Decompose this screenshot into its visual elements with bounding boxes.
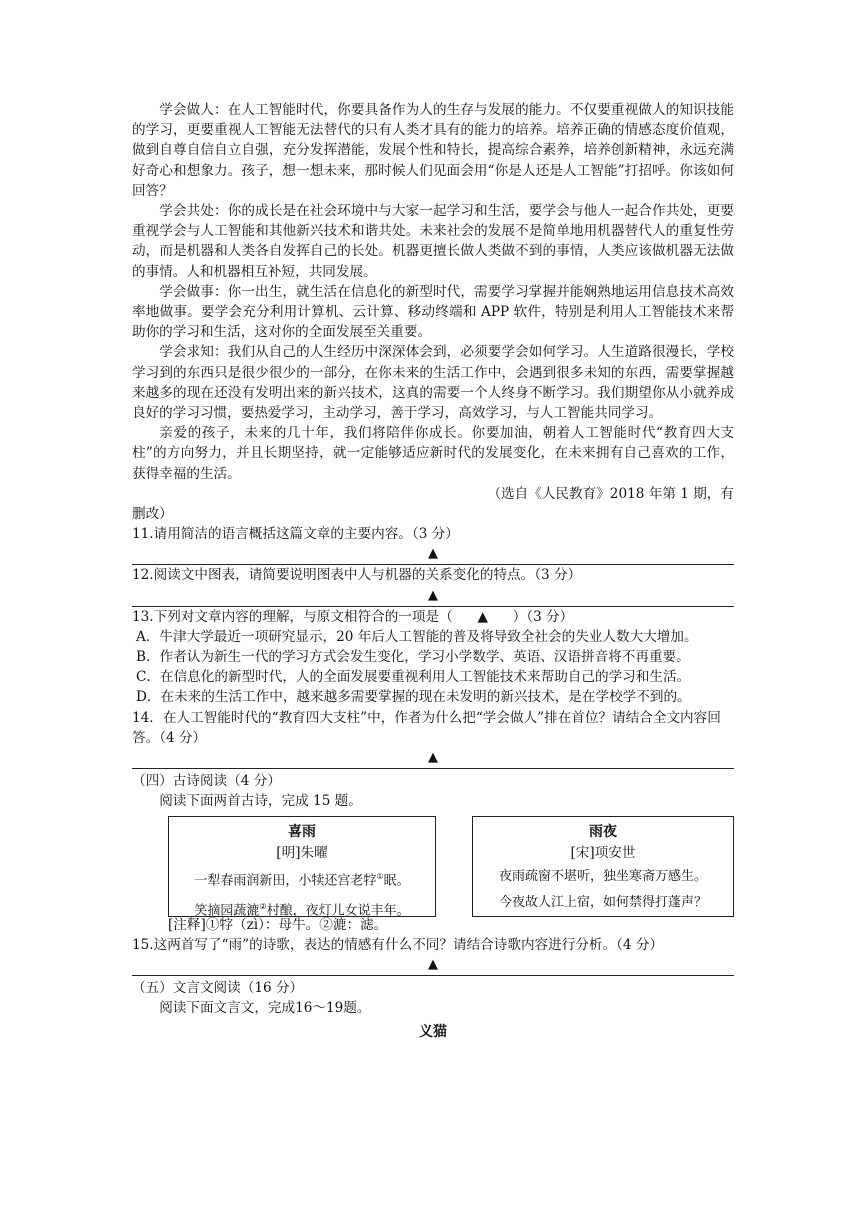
answer-line-15[interactable] [132, 955, 734, 976]
poem-2-line-2: 今夜故人江上宿，如何禁得打蓬声？ [498, 894, 707, 910]
section-5-heading: （五）文言文阅读（16 分） [132, 979, 304, 996]
answer-blank-13[interactable]: ▲ [477, 608, 488, 625]
document-page [132, 100, 734, 1044]
answer-marker: ▲ [428, 750, 438, 766]
poem-boxes [132, 816, 734, 917]
article-paragraph-5: 亲爱的孩子，未来的几十年，我们将陪伴你成长。你要加油，朝着人工智能时代“教育四大支柱”的方向努力，并且长期坚持，就一定能够适应新时代的发展变化，在未来拥有自己喜欢的工作，获得幸福的生活。 [132, 425, 734, 482]
answer-marker: ▲ [428, 546, 438, 562]
poem-2-author: [宋]项安世 [570, 844, 636, 861]
option-a: A．牛津大学最近一项研究显示，20 年后人工智能的普及将导致全社会的失业人数大大增加。 [136, 628, 698, 645]
poem-2-title: 雨夜 [589, 823, 617, 840]
question-12: 12.阅读文中图表，请简要说明图表中人与机器的关系变化的特点。（3 分） [132, 567, 582, 584]
section-4-heading: （四）古诗阅读（4 分） [132, 773, 281, 790]
poem-1-line-2: 笑摘园蔬漉②村酿，夜灯儿女说丰年。 [194, 901, 410, 919]
answer-marker: ▲ [428, 956, 438, 972]
question-13-score: ）（3 分） [512, 608, 574, 625]
article-source-cont: 删改） [132, 506, 173, 523]
poem-box-xiyu [168, 816, 436, 917]
article-paragraph-3: 学会做事：你一出生，就生活在信息化的新型时代，需要学习掌握并能娴熟地运用信息技术高效率地做事。要学会充分利用计算机、云计算、移动终端和 APP 软件，特别是利用人工智能技术来帮助你的学习和生活，这对你的全面发展至关重要。 [132, 283, 734, 341]
answer-line-14[interactable] [132, 748, 734, 769]
answer-line-12[interactable] [132, 586, 734, 607]
article-paragraph-1: 学会做人：在人工智能时代，你要具备作为人的生存与发展的能力。不仅要重视做人的知识技能的学习，更要重视人工智能无法替代的只有人类才具有的能力的培养。培养正确的情感态度价值观，做到自尊自信自立自强，充分发挥潜能，发展个性和特长，提高综合素养，培养创新精神，永远充满好奇心和想象力。孩子，想一想未来，那时候人们见面会用“你是人还是人工智能”打招呼。你该如何回答？ [132, 102, 734, 199]
answer-line-11[interactable] [132, 544, 734, 565]
question-13-stem: 13.下列对文章内容的理解，与原文相符合的一项是（ [132, 608, 453, 625]
answer-marker: ▲ [428, 587, 438, 603]
question-14: 14．在人工智能时代的“教育四大支柱”中，作者为什么把“学会做人”排在首位？请结合全文内容回答。（4 分） [132, 709, 721, 746]
classical-text-title: 义猫 [419, 1024, 447, 1041]
question-11: 11.请用简洁的语言概括这篇文章的主要内容。（3 分） [132, 526, 459, 543]
section-5-instruction: 阅读下面文言文，完成16～19题。 [159, 999, 371, 1016]
poem-notes: [注释]①牸（zì）：母牛。②漉：滤。 [168, 916, 388, 933]
section-4-instruction: 阅读下面两首古诗，完成 15 题。 [159, 793, 362, 810]
question-15: 15.这两首写了“雨”的诗歌，表达的情感有什么不同？请结合诗歌内容进行分析。（4 分） [132, 936, 664, 953]
poem-1-line-1: 一犁春雨润新田，小犊还宫老牸①眠。 [194, 871, 410, 888]
poem-2-line-1: 夜雨疏窗不堪听，独坐寒斋万感生。 [498, 868, 707, 884]
article-paragraph-4: 学会求知：我们从自己的人生经历中深深体会到，必须要学会如何学习。人生道路很漫长，学校学习到的东西只是很少很少的一部分，在你未来的生活工作中，会遇到很多未知的东西，需要掌握越来越多的现在还没有发明出来的新兴技术，这真的需要一个人终身不断学习。我们期望你从小就养成良好的学习习惯，要热爱学习，主动学习，善于学习，高效学习，与人工智能共同学习。 [132, 344, 734, 422]
article-paragraph-2: 学会共处：你的成长是在社会环境中与大家一起学习和生活，要学会与他人一起合作共处，更要重视学会与人工智能和其他新兴技术和谐共处。未来社会的发展不是简单地用机器替代人的重复性劳动，而是机器和人类各自发挥自己的长处。机器更擅长做人类做不到的事情，人类应该做机器无法做的事情。人和机器相互补短，共同发展。 [132, 203, 734, 280]
option-c: C．在信息化的新型时代，人的全面发展要重视利用人工智能技术来帮助自己的学习和生活。 [136, 669, 691, 686]
option-d: D．在未来的生活工作中，越来越多需要掌握的现在未发明的新兴技术，是在学校学不到的。 [136, 689, 691, 706]
poem-box-yuye [472, 816, 734, 917]
poem-1-author: [明]朱曜 [276, 844, 328, 861]
question-13 [132, 607, 734, 627]
option-b: B．作者认为新生一代的学习方式会发生变化，学习小学数学、英语、汉语拼音将不再重要。 [136, 649, 690, 666]
poem-1-title: 喜雨 [288, 823, 316, 840]
article-source: （选自《人民教育》2018 年第 1 期，有 [487, 485, 734, 502]
